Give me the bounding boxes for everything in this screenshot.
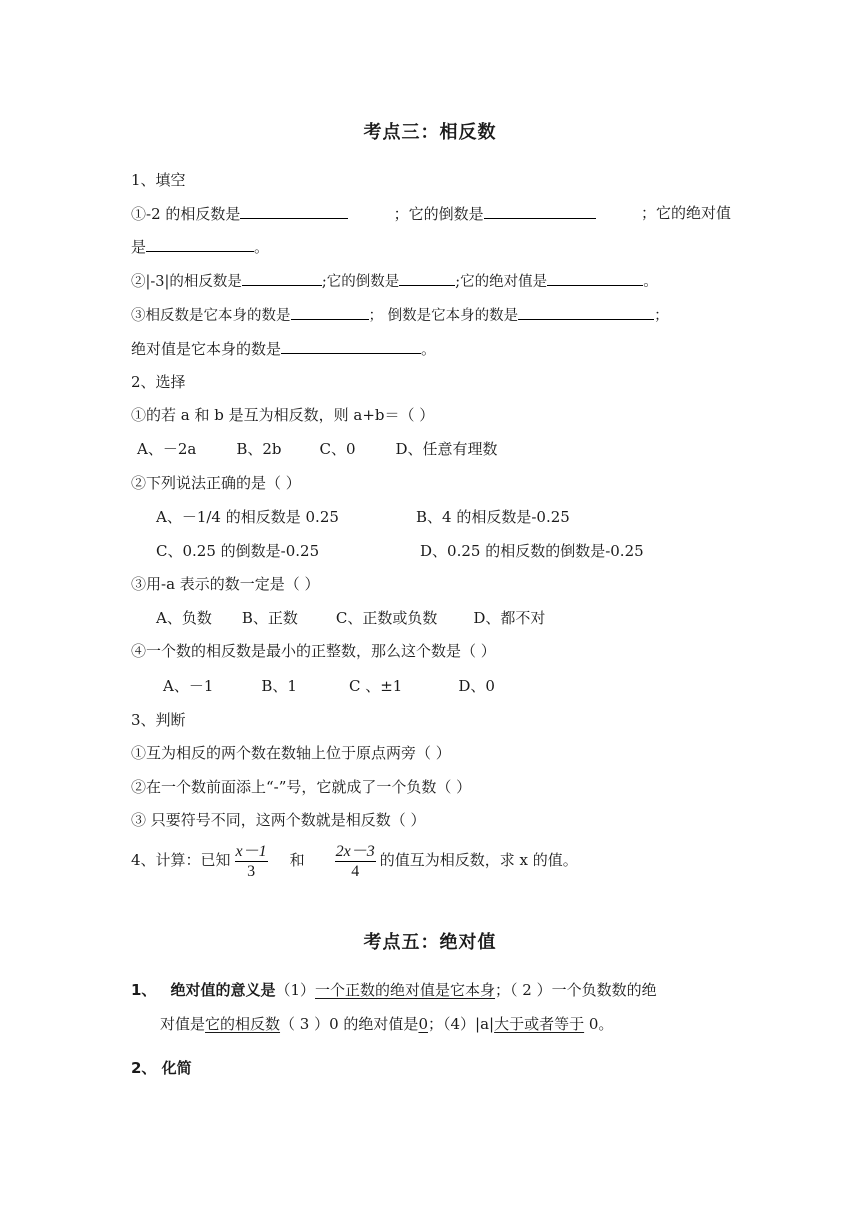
q2-problem2-option-a: A、－1/4 的相反数是 0.25 <box>156 508 339 526</box>
option-d: D、任意有理数 <box>395 440 498 458</box>
q2-problem4-options <box>163 676 495 696</box>
answer-blank[interactable] <box>240 203 348 219</box>
option-d: D、都不对 <box>473 609 546 627</box>
q1-line1-b: ；它的倒数是 <box>394 203 596 224</box>
option-d: D、0 <box>458 677 495 695</box>
q2-problem2-option-d: D、0.25 的相反数的倒数是-0.25 <box>420 542 644 560</box>
q3-heading: 3、判断 <box>131 711 186 729</box>
answer-blank[interactable] <box>281 338 421 354</box>
option-a: A、－2a <box>137 440 197 458</box>
q2-problem2-option-b: B、4 的相反数是-0.25 <box>416 508 570 526</box>
s5-q1-line1: 1、 绝对值的意义是（1）一个正数的绝对值是它本身；（ 2 ）一个负数数的绝 <box>131 981 657 999</box>
option-b: B、1 <box>261 677 297 695</box>
q2-problem2-option-c: C、0.25 的倒数是-0.25 <box>156 542 320 560</box>
q3-judgement2: ②在一个数前面添上“-”号，它就成了一个负数（ ） <box>131 778 472 796</box>
q3-judgement1: ①互为相反的两个数在数轴上位于原点两旁（ ） <box>131 744 451 762</box>
fraction-x-minus-1-over-3: $\frac{x-1}{3}$ <box>235 842 267 880</box>
q2-problem3: ③用-a 表示的数一定是（ ） <box>131 575 320 593</box>
section-title-opposite-numbers: 考点三：相反数 <box>363 122 497 143</box>
q4-calculation: 4、计算：已知 $\frac{x-1}{3}$ 和 $\frac{2x-3}{4}$ 的值互为相反数，求 x 的值。 <box>131 842 578 880</box>
option-c: C、正数或负数 <box>335 609 438 627</box>
q1-line2: 是 。 <box>131 238 270 256</box>
q2-heading: 2、选择 <box>131 373 186 391</box>
answer-blank[interactable] <box>146 236 254 252</box>
answer-blank[interactable] <box>242 270 322 286</box>
s5-q2-simplify: 2、 化简 <box>131 1059 192 1077</box>
q1-line3: ②|-3|的相反数是 ;它的倒数是 ;它的绝对值是 。 <box>131 270 658 292</box>
answer-blank[interactable] <box>399 270 455 286</box>
q1-line5: 绝对值是它本身的数是 。 <box>131 340 437 358</box>
fraction-2x-minus-3-over-4: $\frac{2x-3}{4}$ <box>335 842 375 880</box>
q1-line1-c: ；它的绝对值 <box>640 204 731 222</box>
option-c: C、0 <box>319 440 356 458</box>
q2-problem1: ①的若 a 和 b 是互为相反数，则 a+b＝（ ） <box>131 406 435 424</box>
option-a: A、－1 <box>163 677 214 695</box>
q1-line1 <box>131 203 731 224</box>
q1-heading: 1、填空 <box>131 171 186 189</box>
option-b: B、正数 <box>241 609 298 627</box>
q3-judgement3: ③ 只要符号不同，这两个数就是相反数（ ） <box>131 811 426 829</box>
option-a: A、负数 <box>156 609 212 627</box>
s5-q1-line2: 对值是它的相反数（ 3 ）0 的绝对值是0；（4）|a|大于或者等于 0。 <box>160 1015 614 1033</box>
q2-problem4: ④一个数的相反数是最小的正整数，那么这个数是（ ） <box>131 642 496 660</box>
answer-blank[interactable] <box>547 270 643 286</box>
q1-line1-a: ①-2 的相反数是 <box>131 203 348 224</box>
q2-problem2: ②下列说法正确的是（ ） <box>131 474 301 492</box>
answer-blank[interactable] <box>291 304 369 320</box>
answer-blank[interactable] <box>518 304 654 320</box>
q1-line4: ③相反数是它本身的数是 ； 倒数是它本身的数是 ； <box>131 304 669 326</box>
option-b: B、2b <box>236 440 282 458</box>
section-title-absolute-value: 考点五：绝对值 <box>363 932 497 953</box>
answer-blank[interactable] <box>484 203 596 219</box>
q2-problem3-options <box>156 608 545 628</box>
option-c: C 、±1 <box>348 677 403 695</box>
q2-problem1-options <box>137 439 498 459</box>
